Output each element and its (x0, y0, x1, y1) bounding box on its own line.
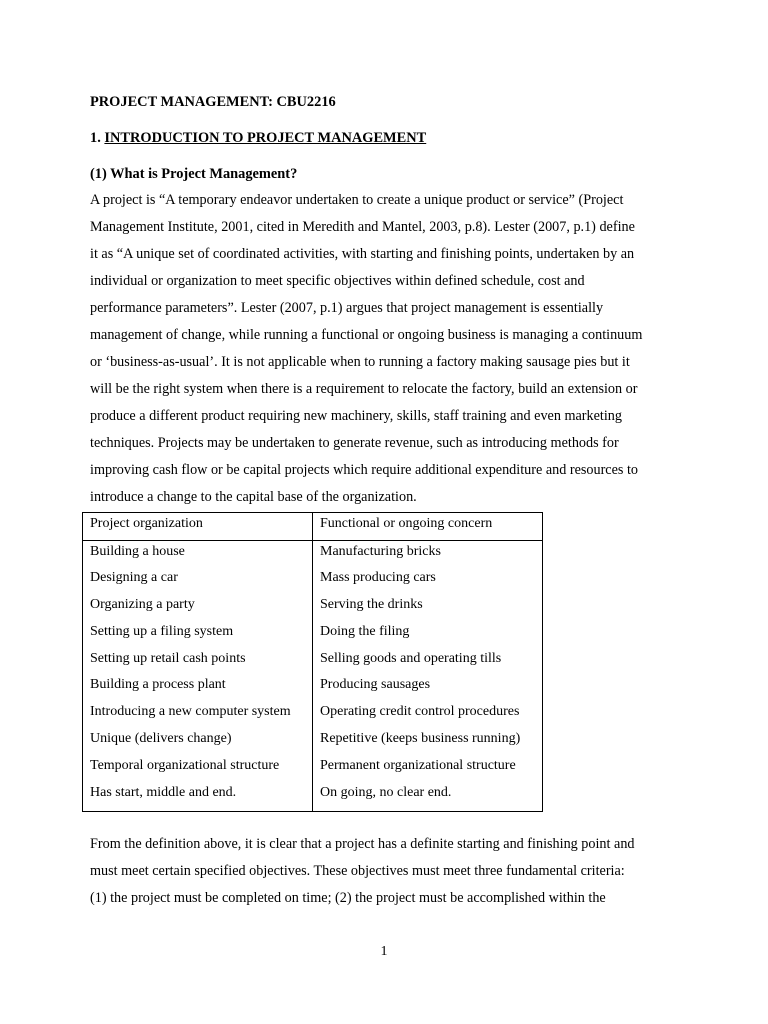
paragraph-line: improving cash flow or be capital projects which require additional expenditure and resources to (90, 462, 639, 478)
table-cell: Setting up retail cash points (83, 648, 313, 675)
paragraph-line: management of change, while running a functional or ongoing business is managing a continuum (90, 327, 643, 343)
paragraph-line: (1) the project must be completed on time; (2) the project must be accomplished within the (90, 890, 606, 906)
course-title: PROJECT MANAGEMENT: CBU2216 (90, 94, 336, 110)
comparison-table (82, 512, 543, 812)
table-cell: Operating credit control procedures (320, 704, 520, 720)
table-row (83, 594, 543, 621)
table-cell: Introducing a new computer system (83, 701, 313, 728)
paragraph-definition (90, 834, 680, 915)
paragraph-line: From the definition above, it is clear that a project has a definite starting and finishing point and (90, 836, 635, 852)
paragraph-line: individual or organization to meet specific objectives within defined schedule, cost and (90, 273, 585, 289)
paragraph-line: produce a different product requiring new machinery, skills, staff training and even marketing (90, 408, 622, 424)
table-row (83, 674, 543, 701)
table-cell: Manufacturing bricks (320, 544, 441, 559)
table-cell: Organizing a party (83, 594, 313, 621)
page-number: 1 (380, 944, 388, 959)
paragraph-line: must meet certain specified objectives. These objectives must meet three fundamental criteria: (90, 863, 625, 879)
section-number: 1. (90, 130, 105, 146)
table-cell: On going, no clear end. (320, 784, 452, 800)
paragraph-intro (90, 190, 680, 514)
table-row (83, 755, 543, 782)
table-header-row (83, 513, 543, 541)
paragraph-line: it as “A unique set of coordinated activities, with starting and finishing points, undertaken by an (90, 246, 635, 262)
paragraph-line: performance parameters”. Lester (2007, p.1) argues that project management is essentially (90, 300, 604, 316)
section-title: INTRODUCTION TO PROJECT MANAGEMENT (104, 130, 427, 146)
paragraph-line: or ‘business-as-usual’. It is not applicable when to running a factory making sausage pies but it (90, 354, 630, 370)
table-row (83, 541, 543, 568)
header-project-organization: Project organization (83, 513, 313, 541)
paragraph-line: techniques. Projects may be undertaken to generate revenue, such as introducing methods for (90, 435, 619, 451)
table-cell: Doing the filing (320, 623, 410, 639)
table-cell: Permanent organizational structure (320, 757, 516, 773)
table-cell: Temporal organizational structure (83, 755, 313, 782)
paragraph-line: A project is “A temporary endeavor undertaken to create a unique product or service” (Project (90, 192, 624, 208)
table-cell: Setting up a filing system (83, 621, 313, 648)
table-cell: Designing a car (83, 567, 313, 594)
table-row (83, 701, 543, 728)
table-row (83, 648, 543, 675)
header-functional-concern: Functional or ongoing concern (313, 513, 543, 541)
paragraph-line: Management Institute, 2001, cited in Meredith and Mantel, 2003, p.8). Lester (2007, p.1) define (90, 219, 635, 235)
table-cell: Building a house (83, 541, 313, 568)
table-cell: Has start, middle and end. (83, 782, 313, 812)
table-cell: Selling goods and operating tills (320, 650, 502, 666)
paragraph-line: introduce a change to the capital base of the organization. (90, 489, 417, 505)
table-cell: Building a process plant (83, 674, 313, 701)
table-row (83, 728, 543, 755)
table-row (83, 621, 543, 648)
paragraph-line: will be the right system when there is a requirement to relocate the factory, build an extension or (90, 381, 638, 397)
table-cell: Serving the drinks (320, 597, 423, 613)
table-cell: Unique (delivers change) (83, 728, 313, 755)
section-heading (90, 128, 426, 148)
subheading: (1) What is Project Management? (90, 166, 298, 182)
table-row (83, 567, 543, 594)
table-cell: Producing sausages (320, 677, 431, 693)
table-row (83, 782, 543, 812)
table-cell: Mass producing cars (320, 570, 436, 586)
table-cell: Repetitive (keeps business running) (320, 731, 521, 747)
